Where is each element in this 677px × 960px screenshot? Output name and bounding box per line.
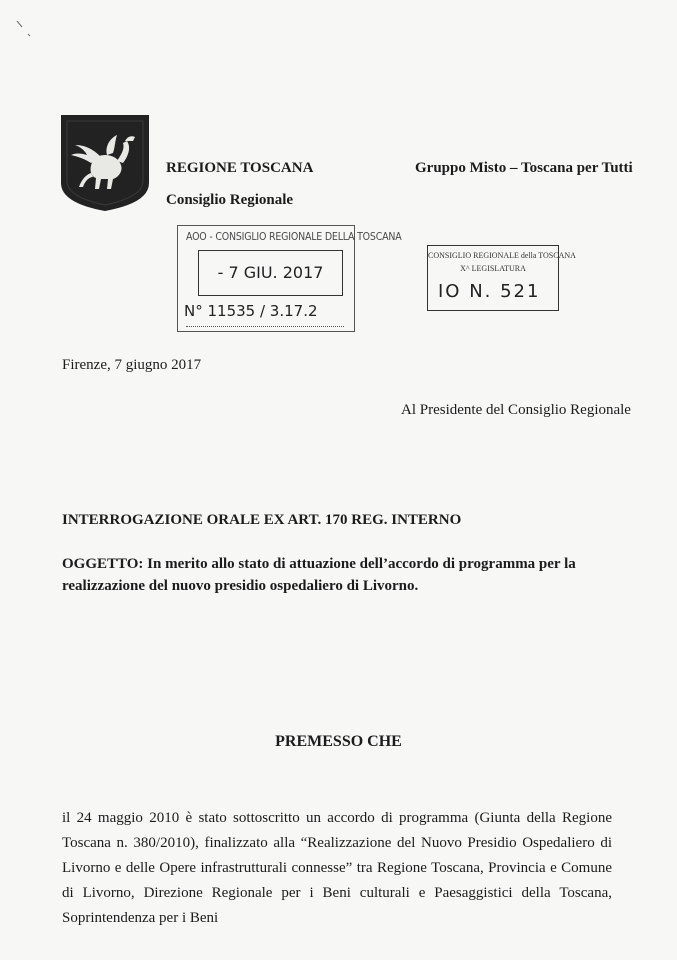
registry-stamp-line1: CONSIGLIO REGIONALE della TOSCANA	[428, 251, 576, 260]
protocol-dotted-line	[186, 326, 344, 327]
political-group: Gruppo Misto – Toscana per Tutti	[415, 160, 633, 176]
premise-paragraph: il 24 maggio 2010 è stato sottoscritto un accordo di programma (Giunta della Regione Toscana n. 380/2010), finalizzato alla “Realizzazione del Nuovo Presidio Ospedaliero di Livorno e delle Opere infrastrutturali connesse” tra Regione Toscana, Provincia e Comune di Livorno, Direzione Regionale per i Beni culturali e Paesaggistici della Toscana, Soprintendenza per i Beni	[62, 810, 612, 926]
protocol-stamp-title: AOO - CONSIGLIO REGIONALE DELLA TOSCANA	[186, 231, 402, 243]
interrogation-title: INTERROGAZIONE ORALE EX ART. 170 REG. INTERNO	[62, 512, 462, 528]
registry-code: IO N. 521	[438, 281, 541, 302]
subject-text: In merito allo stato di attuazione dell’accordo di programma per la realizzazione del nuovo presidio ospedaliero di Livorno.	[62, 556, 576, 594]
premise-heading: PREMESSO CHE	[275, 733, 402, 750]
regione-toscana-emblem-icon	[61, 115, 149, 211]
subject	[62, 553, 614, 597]
place-date: Firenze, 7 giugno 2017	[62, 357, 202, 373]
protocol-number: N° 11535 / 3.17.2	[184, 302, 318, 320]
recipient: Al Presidente del Consiglio Regionale	[401, 402, 631, 418]
council-name: Consiglio Regionale	[166, 192, 294, 208]
registry-stamp	[427, 245, 576, 311]
protocol-stamp	[177, 225, 402, 332]
subject-label: OGGETTO:	[62, 556, 144, 572]
scan-mark	[14, 18, 34, 40]
protocol-date: - 7 GIU. 2017	[217, 263, 324, 282]
region-name: REGIONE TOSCANA	[166, 160, 314, 176]
registry-stamp-line2: X^ LEGISLATURA	[460, 264, 526, 273]
protocol-date-box	[198, 250, 343, 296]
